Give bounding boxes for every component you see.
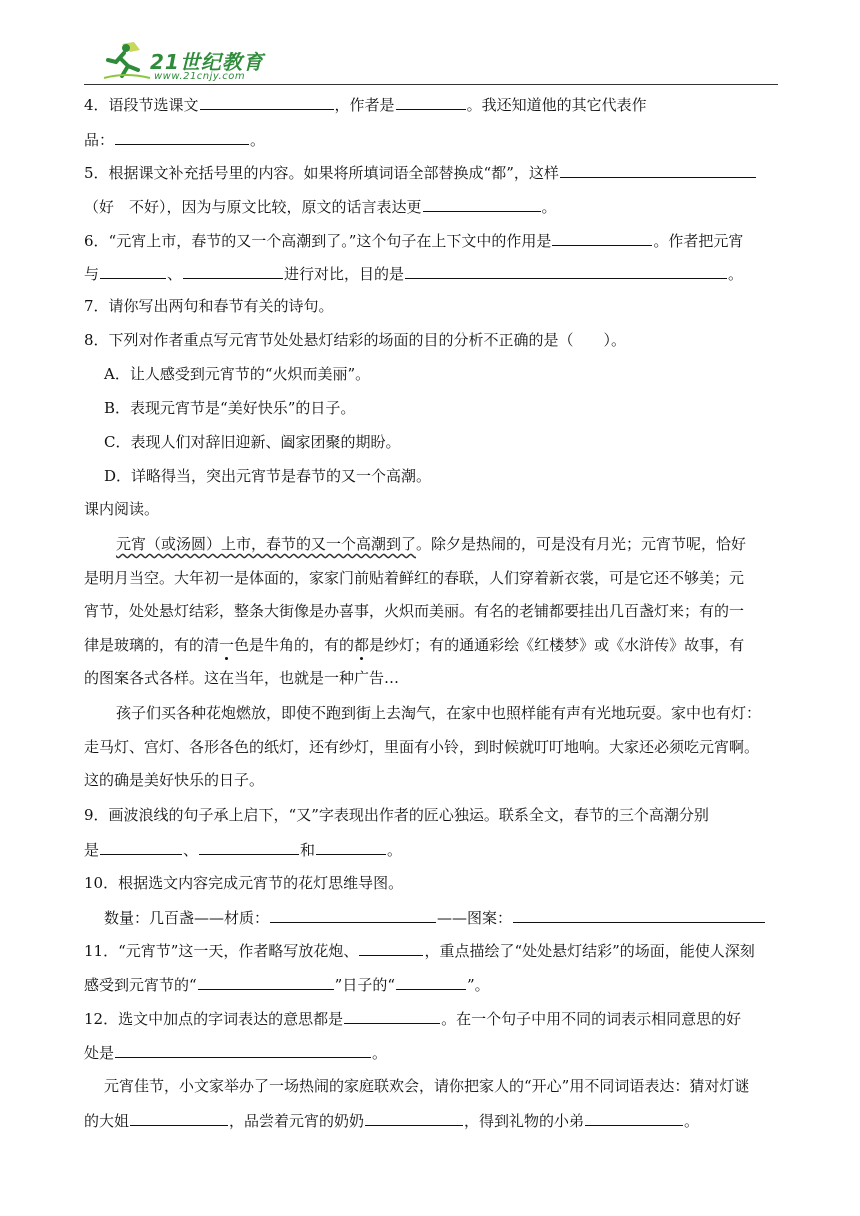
answer-blank[interactable] [199, 839, 299, 855]
question-8: 8．下列对作者重点写元宵节处处悬灯结彩的场面的目的分析不正确的是（ ）。 [84, 331, 627, 349]
option-a[interactable]: A．让人感受到元宵节的“火炽而美丽”。 [104, 365, 371, 383]
passage-line: 律是玻璃的，有的清一色是牛角的，有的都是纱灯；有的通通彩绘《红楼梦》或《水浒传》故事，有 [84, 636, 745, 654]
passage-line: 宵节，处处悬灯结彩，整条大街像是办喜事，火炽而美丽。有名的老铺都要挂出几百盏灯来；有的一 [84, 602, 745, 620]
question-12: 12．选文中加点的字词表达的意思都是 。在一个句子中用不同的词表示相同意思的好 [84, 1010, 742, 1028]
answer-blank[interactable] [270, 907, 436, 923]
answer-blank[interactable] [423, 196, 541, 212]
passage-line: 元宵（或汤圆）上市，春节的又一个高潮到了。除夕是热闹的，可是没有月光；元宵节呢，恰好 [116, 535, 747, 553]
question-6-cont: 与 、 进行对比，目的是 。 [84, 265, 744, 283]
question-7: 7．请你写出两句和春节有关的诗句。 [84, 297, 334, 315]
final-question: 元宵佳节，小文家举办了一场热闹的家庭联欢会，请你把家人的“开心”用不同词语表达：猜对灯谜 [104, 1077, 750, 1095]
answer-blank[interactable] [344, 1008, 440, 1024]
answer-blank[interactable] [552, 230, 652, 246]
passage-line: 孩子们买各种花炮燃放，即使不跑到街上去淘气，在家中也照样能有声有光地玩耍。家中也有灯： [116, 704, 762, 722]
answer-blank[interactable] [200, 94, 334, 110]
question-5-cont: （好 不好），因为与原文比较，原文的话言表达更 。 [84, 198, 557, 216]
answer-blank[interactable] [513, 907, 765, 923]
brand-url: www.21cnjy.com [154, 71, 246, 82]
dotted-char: 都 [354, 636, 370, 654]
question-6: 6．“元宵上市，春节的又一个高潮到了。”这个句子在上下文中的作用是 。作者把元宵 [84, 232, 744, 250]
answer-blank[interactable] [130, 1110, 228, 1126]
answer-blank[interactable] [365, 1110, 463, 1126]
question-4: 4．语段节选课文 ，作者是 。我还知道他的其它代表作 [84, 96, 647, 114]
wavy-underlined-sentence: 元宵（或汤圆）上市，春节的又一个高潮到了 [116, 535, 417, 553]
brand-name: 21世纪教育 [150, 50, 264, 74]
runner-icon [100, 40, 152, 84]
option-b[interactable]: B．表现元宵节是“美好快乐”的日子。 [104, 399, 356, 417]
answer-blank[interactable] [316, 839, 386, 855]
answer-blank[interactable] [100, 263, 166, 279]
question-11-cont: 感受到元宵节的“ ”日子的“ ”。 [84, 976, 490, 994]
question-10: 10．根据选文内容完成元宵节的花灯思维导图。 [84, 874, 404, 892]
passage-line: 的图案各式各样。这在当年，也就是一种广告… [84, 669, 400, 687]
passage-line: 走马灯、宫灯、各形各色的纸灯，还有纱灯，里面有小铃，到时候就叮叮地响。大家还必须吃元宵啊。 [84, 738, 760, 756]
dotted-char: 一 [219, 636, 235, 654]
answer-blank[interactable] [396, 94, 466, 110]
site-logo [100, 40, 280, 84]
header-divider [84, 84, 778, 85]
answer-blank[interactable] [396, 974, 466, 990]
final-question-cont: 的大姐 ，品尝着元宵的奶奶 ，得到礼物的小弟 。 [84, 1112, 700, 1130]
question-9-cont: 是 、 和 。 [84, 841, 403, 859]
answer-blank[interactable] [405, 263, 727, 279]
answer-blank[interactable] [560, 162, 756, 178]
option-d[interactable]: D．详略得当，突出元宵节是春节的又一个高潮。 [104, 467, 432, 485]
question-9: 9．画波浪线的句子承上启下，“又”字表现出作者的匠心独运。联系全文，春节的三个高潮分别 [84, 806, 709, 824]
passage-line: 这的确是美好快乐的日子。 [84, 771, 265, 789]
question-5: 5．根据课文补充括号里的内容。如果将所填词语全部替换成“都”，这样 [84, 162, 757, 183]
reading-heading: 课内阅读。 [84, 500, 160, 518]
answer-blank[interactable] [183, 263, 283, 279]
question-11: 11．“元宵节”这一天，作者略写放花炮、 ，重点描绘了“处处悬灯结彩”的场面，能使人深刻 [84, 942, 755, 960]
answer-blank[interactable] [115, 1042, 371, 1058]
answer-blank[interactable] [115, 129, 249, 145]
option-c[interactable]: C．表现人们对辞旧迎新、阖家团聚的期盼。 [104, 433, 401, 451]
question-4-cont: 品： 。 [84, 131, 266, 149]
answer-blank[interactable] [198, 974, 334, 990]
question-12-cont: 处是 。 [84, 1044, 388, 1062]
answer-blank[interactable] [100, 839, 182, 855]
mind-map-line: 数量：几百盏——材质： ——图案： [104, 907, 766, 928]
answer-blank[interactable] [585, 1110, 683, 1126]
passage-line: 是明月当空。大年初一是体面的，家家门前贴着鲜红的春联，人们穿着新衣裳，可是它还不够美；元 [84, 569, 745, 587]
answer-blank[interactable] [359, 940, 423, 956]
